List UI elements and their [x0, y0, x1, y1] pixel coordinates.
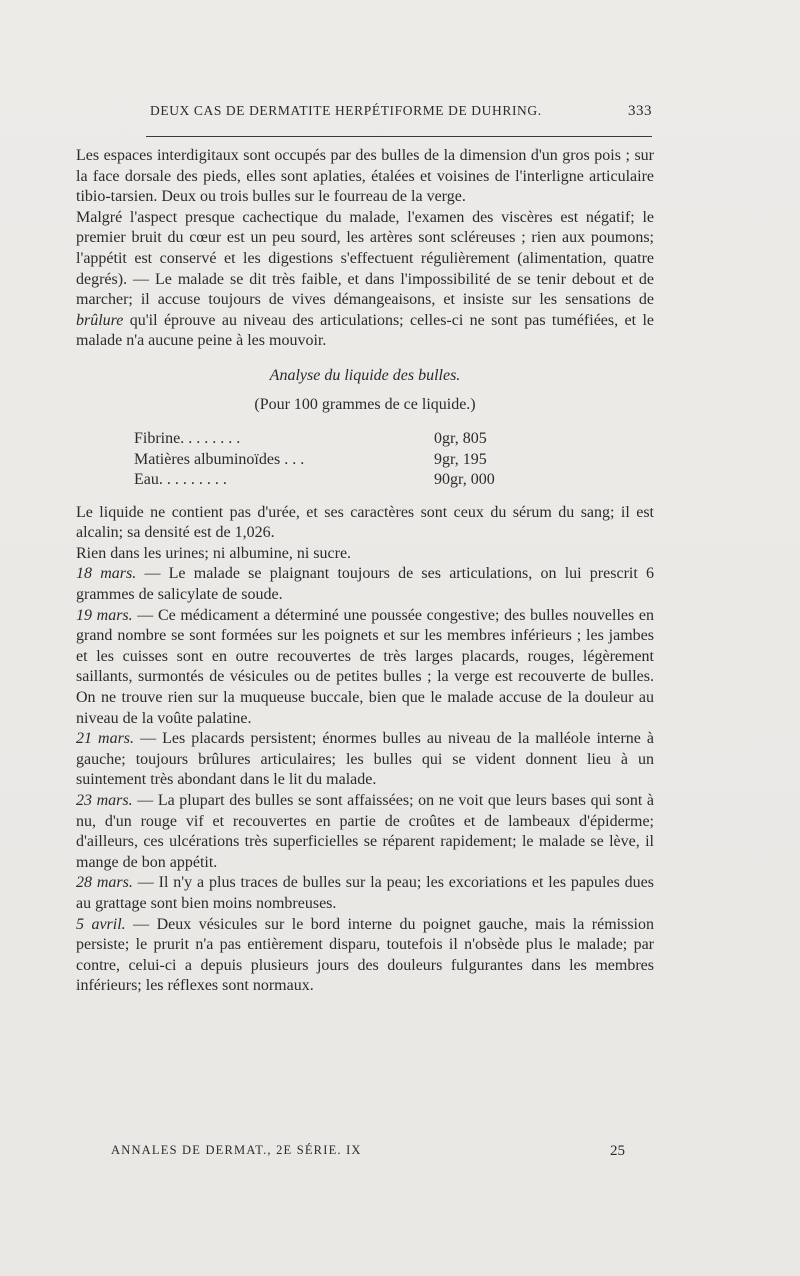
- dated-entry: [76, 606, 654, 730]
- emphasis: brûlure: [76, 311, 124, 329]
- paragraph: Les espaces interdigitaux sont occupés par des bulles de la dimension d'un gros pois ; sur la face dorsale des pieds, elles sont aplaties, étalées et voisines de l'interligne articulaire tibio-tarsien. Deux ou trois bulles sur le fourreau de la verge.: [76, 147, 654, 206]
- row-label: Fibrine. . . . . . . .: [134, 430, 241, 448]
- analysis-subtitle: (Pour 100 grammes de ce liquide.): [254, 395, 476, 413]
- entry-date: 18 mars.: [76, 565, 137, 583]
- entry-date: 21 mars.: [76, 730, 135, 748]
- entry-text: — Deux vésicules sur le bord interne du poignet gauche, mais la rémission persiste; le prurit n'a pas entièrement disparu, toutefois il n'obsède plus le malade; par contre, celui-ci a depuis plusieurs jours des douleurs fulgurantes dans les membres inférieurs; les réflexes sont normaux.: [76, 915, 654, 995]
- article-body: [76, 146, 654, 997]
- journal-footer: ANNALES DE DERMAT., 2E SÉRIE. IX: [111, 1143, 362, 1157]
- analysis-title: Analyse du liquide des bulles.: [269, 366, 461, 384]
- paragraph: Le liquide ne contient pas d'urée, et ses caractères sont ceux du sérum du sang; il est alcalin; sa densité est de 1,026.: [76, 503, 654, 542]
- paragraph: Malgré l'aspect presque cachectique du malade, l'examen des viscères est négatif; le premier bruit du cœur est un peu sourd, les artères sont scléreuses ; rien aux poumons; l'appétit est conservé et les digestions s'effectuent régulièrement (alimentation, quatre degrés). — Le malade se dit très faible, et dans l'impossibilité de se tenir debout et de marcher; il accuse toujours de vives démangeaisons, et insiste sur les sensations de brûlure qu'il éprouve au niveau des articulations; celles-ci ne sont pas tuméfiées, et le malade n'a aucune peine à les mouvoir.: [76, 208, 654, 350]
- entry-text: — Les placards persistent; énormes bulles au niveau de la malléole interne à gauche; toujours brûlures articulaires; les bulles qui se vident donnent lieu à un suintement très abondant dans le lit du malade.: [76, 730, 654, 789]
- entry-text: — Ce médicament a déterminé une poussée congestive; des bulles nouvelles en grand nombre se sont formées sur les poignets et sur les membres inférieurs ; les jambes et les cuisses sont en outre recouvertes de très larges placards, rouges, légèrement saillants, surmontés de vésicules ou de petites bulles ; la verge est recouverte de bulles. On ne trouve rien sur la muqueuse buccale, bien que le malade accuse de la douleur au niveau de la voûte palatine.: [76, 606, 654, 727]
- entry-date: 23 mars.: [76, 791, 133, 809]
- header-rule: [146, 136, 652, 137]
- dated-entry: [76, 791, 654, 873]
- dated-entry: [76, 873, 654, 914]
- row-label: Matières albuminoïdes . . .: [134, 450, 305, 468]
- analysis-table: [134, 429, 574, 491]
- entry-date: 28 mars.: [76, 874, 133, 892]
- row-value: 9gr, 195: [434, 450, 487, 468]
- dated-entry: [76, 564, 654, 605]
- dated-entry: [76, 729, 654, 791]
- table-row: [134, 450, 574, 471]
- running-title: DEUX CAS DE DERMATITE HERPÉTIFORME DE DUHRING.: [150, 103, 542, 118]
- entry-date: 19 mars.: [76, 606, 133, 624]
- signature-mark: 25: [610, 1143, 625, 1159]
- entry-text: — La plupart des bulles se sont affaissées; on ne voit que leurs bases qui sont à nu, d'un rouge vif et recouvertes en partie de croûtes et de lambeaux d'épiderme; d'ailleurs, ces ulcérations très superficielles se réparent rapidement; le malade se lève, il mange de bon appétit.: [76, 791, 654, 871]
- table-row: [134, 429, 574, 450]
- dated-entry: [76, 915, 654, 997]
- entry-text: — Il n'y a plus traces de bulles sur la peau; les excoriations et les papules dues au grattage sont bien moins nombreuses.: [76, 874, 655, 912]
- row-value: 0gr, 805: [434, 430, 487, 448]
- paragraph: Rien dans les urines; ni albumine, ni sucre.: [76, 544, 352, 562]
- entry-text: — Le malade se plaignant toujours de ses articulations, on lui prescrit 6 grammes de salicylate de soude.: [76, 565, 654, 603]
- row-value: 90gr, 000: [434, 471, 495, 489]
- entry-date: 5 avril.: [76, 915, 126, 933]
- table-row: [134, 470, 574, 491]
- page-number: 333: [628, 103, 652, 119]
- row-label: Eau. . . . . . . . .: [134, 471, 227, 489]
